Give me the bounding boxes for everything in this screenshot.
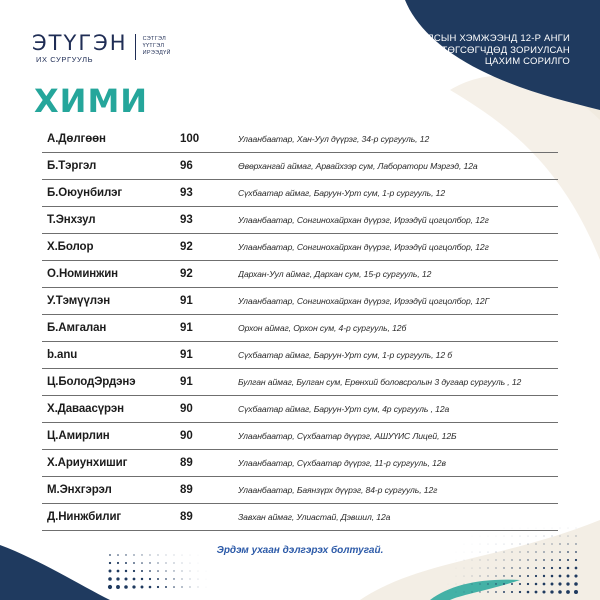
result-row [42,153,558,180]
decor-dot [575,567,578,570]
student-name: Х.Даваасүрэн [47,403,124,415]
decor-dot [117,562,119,564]
decor-dot [157,586,159,588]
student-name: М.Энхгэрэл [47,484,112,496]
decor-dot [527,559,528,560]
student-school: Дархан-Уул аймаг, Дархан сум, 15-р сургууль, 12 [238,269,432,279]
student-score: 96 [180,160,193,172]
decor-dot [528,536,529,537]
student-school: Улаанбаатар, Сонгинохайрхан дүүрэг, Ирээдүй цогцолбор, 12Г [238,296,490,306]
banner-line: ЦАХИМ СОРИЛГО [484,56,570,67]
tagline-line: СЭТГЭЛ [142,36,166,42]
logo-divider [135,34,136,60]
decor-dot [487,575,488,576]
decor-dot [472,576,473,577]
decor-dot [566,582,569,585]
decor-dot [173,578,174,579]
decor-dot [472,560,473,561]
decor-dot [535,583,538,586]
student-school: Улаанбаатар, Сонгинохайрхан дүүрэг, Ирээдүй цогцолбор, 12г [238,242,489,252]
decor-dot [503,559,504,560]
decor-dot [560,536,561,537]
logo-wordmark [32,32,128,64]
result-row [42,315,558,342]
decor-dot [479,591,480,592]
decor-dot [488,560,489,561]
decor-dot [125,562,127,564]
student-name: Х.Болор [47,241,94,253]
student-score: 91 [180,322,193,334]
result-row [42,288,558,315]
decor-dot [108,577,112,581]
decor-dot [174,563,175,564]
decor-dot [141,562,143,564]
tagline-line: ҮҮТГЭЛ [142,43,165,49]
decor-dot [536,536,537,537]
decor-dot [511,567,512,568]
decor-dot [503,591,505,593]
decor-dot [566,590,570,594]
decor-dot [527,567,529,569]
student-name: Б.Тэргэл [47,160,97,172]
decor-dot [567,575,570,578]
decor-dot [109,570,112,573]
student-name: Х.Ариунхишиг [47,457,128,469]
result-row [42,234,558,261]
results-table [42,126,558,531]
decor-dot [198,579,199,580]
decor-dot [109,562,111,564]
decor-dot [559,567,561,569]
decor-dot [519,559,520,560]
student-school: Сүхбаатар аймаг, Баруун-Урт сум, 1-р сургууль, 12 [238,188,446,198]
student-score: 90 [180,403,193,415]
decor-dot [472,568,473,569]
student-school: Улаанбаатар, Сонгинохайрхан дүүрэг, Ирээдүй цогцолбор, 12г [238,215,489,225]
decor-dot [527,575,529,577]
brand-tagline [143,32,171,57]
student-score: 91 [180,295,193,307]
decor-dot [464,592,465,593]
decor-dot [503,583,505,585]
student-score: 91 [180,349,193,361]
student-name: Ц.Амирлин [47,430,110,442]
student-name: Б.Оюунбилэг [47,187,123,199]
decor-dot [496,560,497,561]
decor-dot [173,586,175,588]
student-school: Улаанбаатар, Сүхбаатар дүүрэг, АШУҮИС Лицей, 12Б [238,431,457,441]
decor-dot [567,567,570,570]
motto: Эрдэм ухаан дэлгэрэх болтугай. [216,545,384,556]
decor-dot [551,583,554,586]
student-score: 92 [180,268,193,280]
decor-dot [149,586,152,589]
decor-dot [487,583,488,584]
result-row [42,450,558,477]
student-name: А.Дөлгөөн [47,133,106,145]
decor-dot [165,586,167,588]
result-row [42,504,558,531]
decor-dot [464,576,465,577]
decor-dot [124,577,127,580]
decor-dot [464,584,465,585]
decor-dot [157,578,159,580]
decor-dot [495,567,496,568]
decor-dot [574,574,577,577]
decor-dot [141,570,143,572]
student-score: 89 [180,484,193,496]
result-row [42,396,558,423]
decor-dot [472,592,473,593]
decor-dot [488,568,489,569]
student-school: Улаанбаатар, Сүхбаатар дүүрэг, 11-р сургууль, 12в [238,458,446,468]
result-row [42,369,558,396]
result-row [42,261,558,288]
decor-dot [487,591,488,592]
student-school: Сүхбаатар аймаг, Баруун-Урт сум, 1-р сургууль, 12 б [238,350,453,360]
decor-dot [165,570,166,571]
decor-dot [108,585,112,589]
decor-dot [165,578,167,580]
decor-dot [472,584,473,585]
student-school: Улаанбаатар, Баянзүрх дүүрэг, 84-р сургууль, 12г [238,485,438,495]
decor-dot [511,559,512,560]
result-row [42,423,558,450]
decor-dot [141,578,143,580]
student-school: Орхон аймаг, Орхон сум, 4-р сургууль, 12б [238,323,407,333]
student-score: 89 [180,457,193,469]
brand-logo [32,32,171,64]
decor-dot [535,567,537,569]
brand-subtitle: ИХ СУРГУУЛЬ [36,55,94,64]
decor-dot [480,560,481,561]
decor-dot [575,559,577,561]
decor-dot [568,536,569,537]
student-school: Сүхбаатар аймаг, Баруун-Урт сум, 4р сургууль , 12а [238,404,450,414]
decor-dot [520,536,521,537]
decor-dot [198,587,199,588]
decor-dot [117,570,120,573]
decor-dot [165,562,166,563]
decor-dot [559,559,561,561]
decor-dot [495,583,496,584]
student-score: 93 [180,214,193,226]
decor-dot [519,591,521,593]
decor-dot [479,583,480,584]
result-row [42,126,558,153]
decor-dot [133,570,135,572]
decor-dot [157,570,159,572]
decor-dot [542,590,545,593]
decor-dot [574,590,578,594]
decor-dot [550,590,553,593]
decor-dot [141,586,144,589]
student-name: У.Тэмүүлэн [47,295,111,307]
student-score: 90 [180,430,193,442]
subject-title: ХИМИ [34,82,149,120]
decor-dot [574,582,578,586]
banner-line: УЛСЫН ХЭМЖЭЭНД 12-Р АНГИ [421,33,570,44]
decor-dot [480,576,481,577]
decor-dot [552,536,553,537]
decor-dot [190,563,191,564]
decor-dot [181,578,182,579]
decor-dot [480,568,481,569]
decor-dot [535,575,537,577]
decor-dot [544,536,545,537]
decor-dot [190,579,191,580]
decor-dot [543,583,546,586]
result-row [42,180,558,207]
student-score: 91 [180,376,193,388]
student-score: 100 [180,133,200,145]
decor-dot [543,567,545,569]
decor-dot [519,575,521,577]
student-score: 93 [180,187,193,199]
decor-dot [519,567,521,569]
brand-name: ЭТҮГЭН [32,31,128,55]
student-name: О.Номинжин [47,268,119,280]
student-school: Улаанбаатар, Хан-Уул дүүрэг, 34-р сургууль, 12 [238,134,430,144]
decor-dot [511,575,513,577]
decor-dot [535,591,538,594]
student-school: Өвөрхангай аймаг, Арвайхээр сум, Лаборатори Мэргэд, 12а [238,161,478,171]
decor-dot [519,583,521,585]
student-score: 89 [180,511,193,523]
decor-dot [157,562,158,563]
student-school: Завхан аймаг, Улиастай, Дэвшил, 12а [238,512,391,522]
decor-dot [133,578,136,581]
decor-dot [190,571,191,572]
decor-dot [116,585,120,589]
decor-dot [495,575,496,576]
result-row [42,207,558,234]
decor-dot [503,567,504,568]
decor-dot [149,578,151,580]
decor-dot [182,571,183,572]
decor-dot [182,563,183,564]
decor-dot [551,575,554,578]
decor-dot [495,591,497,593]
decor-dot [551,559,553,561]
banner-line: ТӨГСӨГЧДӨД ЗОРИУЛСАН [441,44,570,56]
decor-dot [535,559,537,561]
student-name: Т.Энхзул [47,214,96,226]
tagline-line: ИРЭЭДҮЙ [142,50,171,56]
student-name: Б.Амгалан [47,322,107,334]
decor-dot [503,575,504,576]
decor-dot [559,575,562,578]
result-row [42,342,558,369]
decor-dot [558,590,562,594]
decor-dot [543,575,545,577]
decor-dot [543,559,545,561]
decor-dot [149,570,151,572]
decor-dot [551,567,553,569]
student-name: b.anu [47,349,78,361]
decor-dot [558,582,561,585]
decor-dot [173,570,174,571]
student-score: 92 [180,241,193,253]
decor-dot [132,585,135,588]
student-name: Д.Нинжбилиг [47,511,122,523]
decor-dot [133,562,135,564]
decor-dot [567,559,569,561]
decor-dot [116,577,119,580]
decor-dot [125,570,127,572]
decor-dot [511,591,513,593]
exam-banner [370,33,570,68]
decor-dot [511,583,513,585]
decor-dot [576,536,577,537]
decor-dot [124,585,128,589]
decor-dot [190,587,191,588]
decor-dot [527,591,530,594]
student-school: Булган аймаг, Булган сум, Ерөнхий боловсролын 3 дугаар сургууль , 12 [238,377,522,387]
student-name: Ц.БолодЭрдэнэ [47,376,136,388]
result-row [42,477,558,504]
decor-dot [527,583,529,585]
decor-dot [181,586,182,587]
decor-dot [149,562,150,563]
